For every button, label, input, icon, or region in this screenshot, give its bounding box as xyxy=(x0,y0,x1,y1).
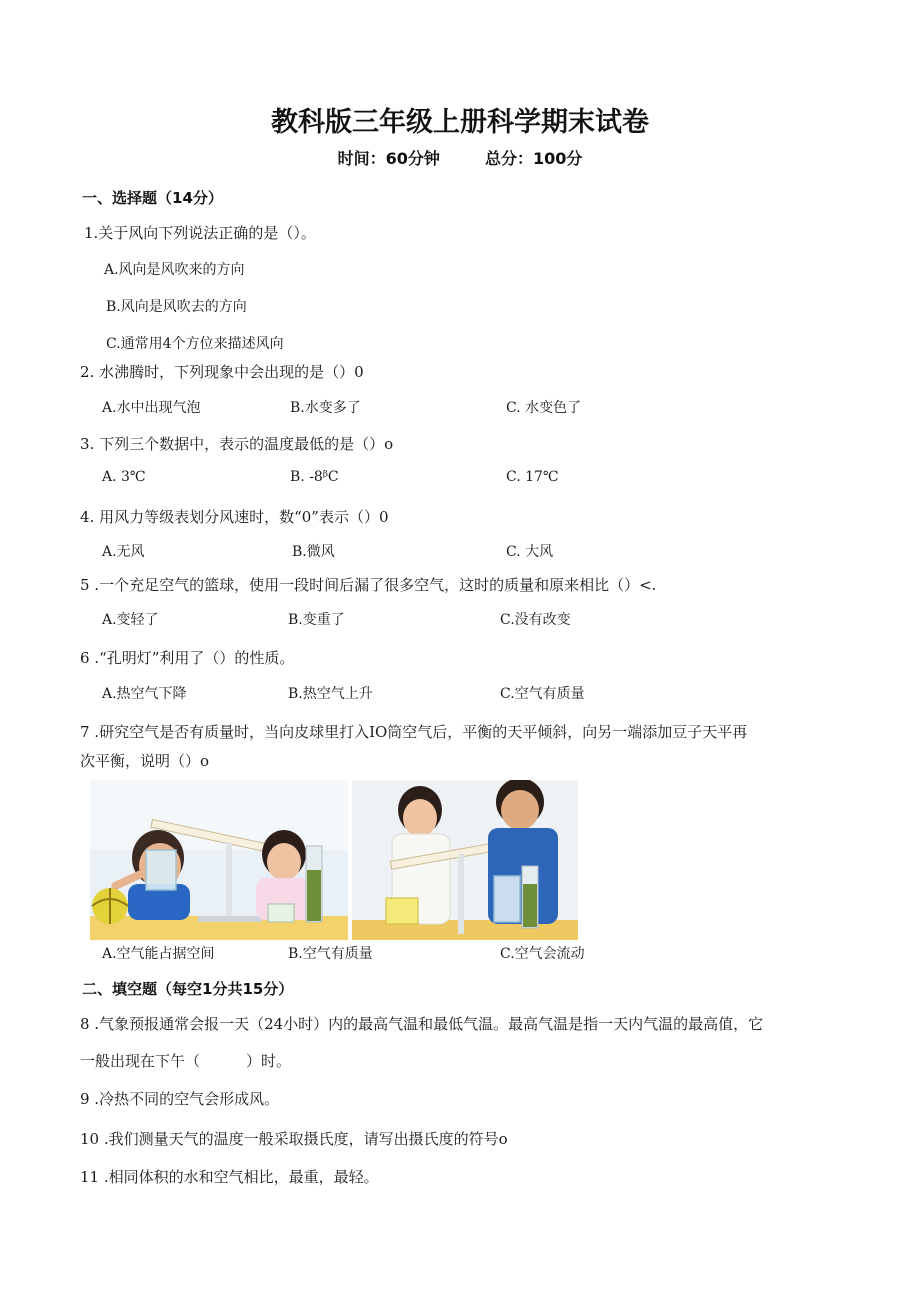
question-7-line1: 7 .研究空气是否有质量时，当向皮球里打入IO筒空气后，平衡的天平倾斜，向另一端添加豆子天平再 xyxy=(80,723,748,741)
q3-option-c: C. 17℃ xyxy=(506,469,559,485)
exam-time: 时间：60分钟 xyxy=(337,149,440,168)
q1-option-a: A.风向是风吹来的方向 xyxy=(104,262,245,278)
question-9: 9 .冷热不同的空气会形成风。 xyxy=(80,1090,280,1108)
question-4: 4. 用风力等级表划分风速时，数“0”表示（）0 xyxy=(80,508,389,526)
question-7-line2: 次平衡，说明（）o xyxy=(80,752,210,770)
q6-option-c: C.空气有质量 xyxy=(500,686,585,702)
q2-option-b: B.水变多了 xyxy=(290,400,361,416)
q6-option-a: A.热空气下降 xyxy=(102,686,187,702)
experiment-photo xyxy=(90,780,578,940)
q4-option-b: B.微风 xyxy=(292,544,335,560)
q7-option-c: C.空气会流动 xyxy=(500,946,585,962)
q5-option-a: A.变轻了 xyxy=(102,612,159,628)
q3-option-b: B. -8ᵝC xyxy=(290,469,339,485)
q8-line2-start: 一般出现在下午（ xyxy=(80,1052,201,1070)
q1-option-b: B.风向是风吹去的方向 xyxy=(106,299,247,315)
exam-score: 总分：100分 xyxy=(485,149,583,168)
question-11: 11 .相同体积的水和空气相比，最重，最轻。 xyxy=(80,1168,379,1186)
q7-option-a: A.空气能占据空间 xyxy=(102,946,215,962)
question-5: 5 .一个充足空气的篮球，使用一段时间后漏了很多空气，这时的质量和原来相比（）<. xyxy=(80,576,657,594)
question-8-line1: 8 .气象预报通常会报一天（24小时）内的最高气温和最低气温。最高气温是指一天内气温的最高值，它 xyxy=(80,1015,764,1033)
q2-option-c: C. 水变色了 xyxy=(506,400,582,416)
section-title-fill-blank: 二、填空题（每空1分共15分） xyxy=(82,980,294,998)
section-title-choice: 一、选择题（14分） xyxy=(82,189,223,207)
q8-line2-end: ）时。 xyxy=(246,1052,292,1070)
q1-option-c: C.通常用4个方位来描述风向 xyxy=(106,336,284,352)
page-title: 教科版三年级上册科学期末试卷 xyxy=(271,107,649,138)
q4-option-c: C. 大风 xyxy=(506,544,554,560)
q6-option-b: B.热空气上升 xyxy=(288,686,373,702)
q5-option-b: B.变重了 xyxy=(288,612,345,628)
question-3: 3. 下列三个数据中，表示的温度最低的是（）o xyxy=(80,435,394,453)
question-6: 6 .“孔明灯”利用了（）的性质。 xyxy=(80,649,295,667)
q3-option-a: A. 3℃ xyxy=(102,469,146,485)
question-2: 2. 水沸腾时，下列现象中会出现的是（）0 xyxy=(80,363,364,381)
q2-option-a: A.水中出现气泡 xyxy=(102,400,201,416)
question-8-line2 xyxy=(80,1050,291,1071)
question-10: 10 .我们测量天气的温度一般采取摄氏度，请写出摄氏度的符号o xyxy=(80,1130,508,1148)
question-1: 1.关于风向下列说法正确的是（）。 xyxy=(84,224,316,242)
exam-info xyxy=(0,146,920,169)
q4-option-a: A.无风 xyxy=(102,544,145,560)
q7-option-b: B.空气有质量 xyxy=(288,946,373,962)
q5-option-c: C.没有改变 xyxy=(500,612,571,628)
